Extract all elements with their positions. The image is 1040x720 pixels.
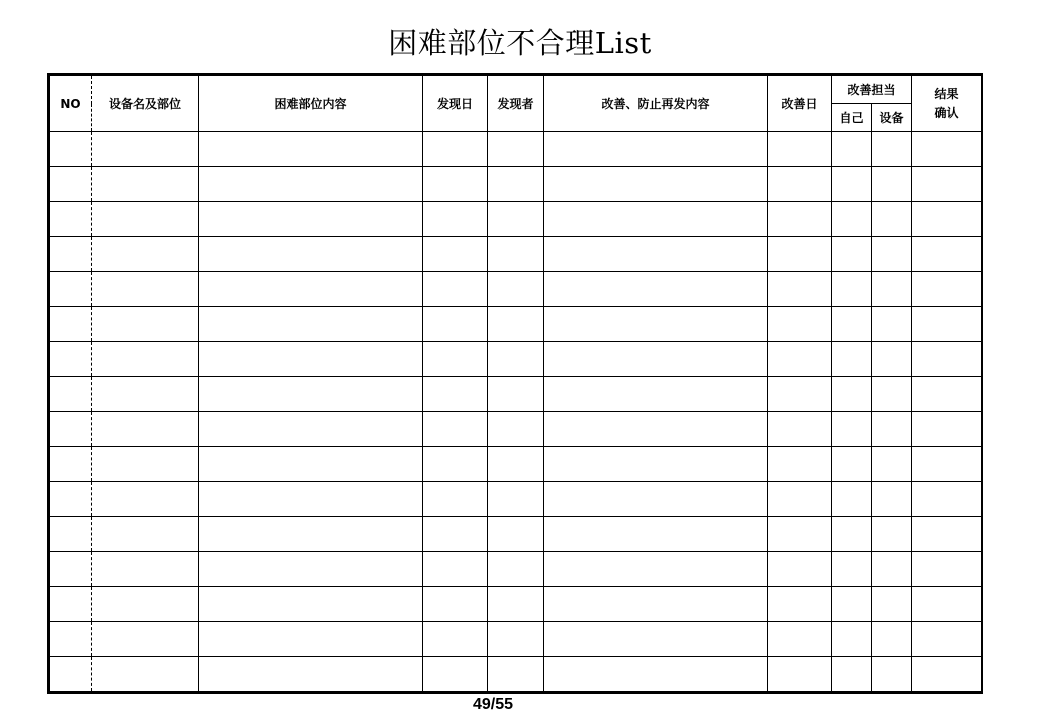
cell-owner-self[interactable] xyxy=(832,657,872,692)
table-row xyxy=(50,167,982,202)
header-improve-date: 改善日 xyxy=(768,76,832,132)
cell-finder[interactable] xyxy=(488,307,544,342)
cell-no[interactable] xyxy=(50,552,92,587)
cell-owner-self[interactable] xyxy=(832,587,872,622)
cell-found-date[interactable] xyxy=(423,447,488,482)
cell-owner-equipment[interactable] xyxy=(872,237,912,272)
cell-no[interactable] xyxy=(50,482,92,517)
cell-finder[interactable] xyxy=(488,482,544,517)
table-row xyxy=(50,377,982,412)
cell-equipment[interactable] xyxy=(92,132,199,167)
cell-result[interactable] xyxy=(912,342,982,377)
cell-content[interactable] xyxy=(199,482,423,517)
cell-owner-self[interactable] xyxy=(832,132,872,167)
cell-improve-date[interactable] xyxy=(768,272,832,307)
cell-measures[interactable] xyxy=(544,412,768,447)
cell-no[interactable] xyxy=(50,342,92,377)
cell-owner-self[interactable] xyxy=(832,412,872,447)
cell-measures[interactable] xyxy=(544,517,768,552)
table-row xyxy=(50,272,982,307)
cell-equipment[interactable] xyxy=(92,202,199,237)
cell-equipment[interactable] xyxy=(92,517,199,552)
cell-owner-self[interactable] xyxy=(832,447,872,482)
cell-equipment[interactable] xyxy=(92,342,199,377)
cell-measures[interactable] xyxy=(544,272,768,307)
cell-no[interactable] xyxy=(50,132,92,167)
cell-improve-date[interactable] xyxy=(768,552,832,587)
cell-owner-equipment[interactable] xyxy=(872,412,912,447)
cell-improve-date[interactable] xyxy=(768,657,832,692)
header-difficult-content: 困难部位内容 xyxy=(199,76,423,132)
cell-improve-date[interactable] xyxy=(768,202,832,237)
cell-improve-date[interactable] xyxy=(768,167,832,202)
table-row xyxy=(50,132,982,167)
cell-owner-equipment[interactable] xyxy=(872,482,912,517)
cell-equipment[interactable] xyxy=(92,552,199,587)
cell-improve-date[interactable] xyxy=(768,517,832,552)
cell-measures[interactable] xyxy=(544,202,768,237)
cell-content[interactable] xyxy=(199,622,423,657)
cell-equipment[interactable] xyxy=(92,377,199,412)
cell-owner-equipment[interactable] xyxy=(872,587,912,622)
cell-finder[interactable] xyxy=(488,237,544,272)
cell-result[interactable] xyxy=(912,552,982,587)
cell-found-date[interactable] xyxy=(423,202,488,237)
header-equipment: 设备名及部位 xyxy=(92,76,199,132)
header-measures: 改善、防止再发内容 xyxy=(544,76,768,132)
cell-no[interactable] xyxy=(50,587,92,622)
cell-improve-date[interactable] xyxy=(768,482,832,517)
cell-improve-date[interactable] xyxy=(768,132,832,167)
cell-improve-date[interactable] xyxy=(768,342,832,377)
cell-found-date[interactable] xyxy=(423,552,488,587)
table-row xyxy=(50,657,982,692)
cell-result[interactable] xyxy=(912,237,982,272)
header-no: NO xyxy=(50,76,92,132)
cell-no[interactable] xyxy=(50,517,92,552)
cell-found-date[interactable] xyxy=(423,482,488,517)
cell-found-date[interactable] xyxy=(423,272,488,307)
cell-finder[interactable] xyxy=(488,342,544,377)
cell-found-date[interactable] xyxy=(423,657,488,692)
cell-owner-self[interactable] xyxy=(832,202,872,237)
cell-owner-self[interactable] xyxy=(832,237,872,272)
cell-found-date[interactable] xyxy=(423,377,488,412)
table-row xyxy=(50,517,982,552)
cell-content[interactable] xyxy=(199,657,423,692)
cell-measures[interactable] xyxy=(544,657,768,692)
cell-result[interactable] xyxy=(912,657,982,692)
cell-no[interactable] xyxy=(50,412,92,447)
header-found-date: 发现日 xyxy=(423,76,488,132)
cell-owner-self[interactable] xyxy=(832,167,872,202)
cell-improve-date[interactable] xyxy=(768,237,832,272)
cell-owner-equipment[interactable] xyxy=(872,167,912,202)
cell-owner-self[interactable] xyxy=(832,342,872,377)
cell-found-date[interactable] xyxy=(423,342,488,377)
cell-improve-date[interactable] xyxy=(768,377,832,412)
header-result-confirm xyxy=(912,76,982,132)
cell-found-date[interactable] xyxy=(423,622,488,657)
cell-measures[interactable] xyxy=(544,132,768,167)
cell-finder[interactable] xyxy=(488,552,544,587)
cell-finder[interactable] xyxy=(488,412,544,447)
cell-owner-equipment[interactable] xyxy=(872,517,912,552)
cell-no[interactable] xyxy=(50,377,92,412)
cell-improve-date[interactable] xyxy=(768,307,832,342)
cell-finder[interactable] xyxy=(488,447,544,482)
cell-result[interactable] xyxy=(912,132,982,167)
table-row xyxy=(50,552,982,587)
cell-finder[interactable] xyxy=(488,517,544,552)
cell-measures[interactable] xyxy=(544,377,768,412)
cell-owner-equipment[interactable] xyxy=(872,552,912,587)
cell-owner-equipment[interactable] xyxy=(872,447,912,482)
cell-owner-self[interactable] xyxy=(832,377,872,412)
header-result-line2: 确认 xyxy=(934,105,959,120)
cell-owner-equipment[interactable] xyxy=(872,202,912,237)
cell-owner-equipment[interactable] xyxy=(872,132,912,167)
cell-measures[interactable] xyxy=(544,342,768,377)
table-row xyxy=(50,482,982,517)
table-row xyxy=(50,587,982,622)
cell-owner-equipment[interactable] xyxy=(872,622,912,657)
cell-content[interactable] xyxy=(199,272,423,307)
cell-improve-date[interactable] xyxy=(768,447,832,482)
cell-no[interactable] xyxy=(50,237,92,272)
difficult-spots-table xyxy=(49,75,982,692)
cell-content[interactable] xyxy=(199,132,423,167)
cell-content[interactable] xyxy=(199,447,423,482)
cell-equipment[interactable] xyxy=(92,167,199,202)
cell-no[interactable] xyxy=(50,272,92,307)
cell-content[interactable] xyxy=(199,202,423,237)
cell-equipment[interactable] xyxy=(92,622,199,657)
cell-result[interactable] xyxy=(912,447,982,482)
cell-finder[interactable] xyxy=(488,622,544,657)
cell-content[interactable] xyxy=(199,307,423,342)
cell-content[interactable] xyxy=(199,342,423,377)
cell-found-date[interactable] xyxy=(423,132,488,167)
page-number: 49/55 xyxy=(472,696,514,713)
cell-content[interactable] xyxy=(199,377,423,412)
cell-result[interactable] xyxy=(912,412,982,447)
cell-result[interactable] xyxy=(912,482,982,517)
table-row xyxy=(50,202,982,237)
cell-found-date[interactable] xyxy=(423,517,488,552)
header-finder: 发现者 xyxy=(488,76,544,132)
header-owner-equipment: 设备 xyxy=(872,104,912,132)
cell-found-date[interactable] xyxy=(423,412,488,447)
cell-owner-equipment[interactable] xyxy=(872,377,912,412)
cell-measures[interactable] xyxy=(544,167,768,202)
cell-measures[interactable] xyxy=(544,482,768,517)
cell-equipment[interactable] xyxy=(92,307,199,342)
cell-equipment[interactable] xyxy=(92,412,199,447)
table-row xyxy=(50,307,982,342)
cell-owner-self[interactable] xyxy=(832,552,872,587)
cell-content[interactable] xyxy=(199,412,423,447)
cell-result[interactable] xyxy=(912,167,982,202)
cell-finder[interactable] xyxy=(488,167,544,202)
cell-owner-equipment[interactable] xyxy=(872,657,912,692)
table-row xyxy=(50,447,982,482)
cell-equipment[interactable] xyxy=(92,657,199,692)
cell-measures[interactable] xyxy=(544,307,768,342)
cell-found-date[interactable] xyxy=(423,167,488,202)
header-owner: 改善担当 xyxy=(832,76,912,104)
cell-finder[interactable] xyxy=(488,377,544,412)
cell-no[interactable] xyxy=(50,167,92,202)
header-owner-self: 自己 xyxy=(832,104,872,132)
cell-no[interactable] xyxy=(50,447,92,482)
page-title: 困难部位不合理List xyxy=(388,26,652,60)
cell-result[interactable] xyxy=(912,587,982,622)
table-row xyxy=(50,412,982,447)
cell-improve-date[interactable] xyxy=(768,587,832,622)
cell-improve-date[interactable] xyxy=(768,622,832,657)
table-row xyxy=(50,342,982,377)
cell-result[interactable] xyxy=(912,272,982,307)
cell-equipment[interactable] xyxy=(92,482,199,517)
table-row xyxy=(50,622,982,657)
cell-owner-equipment[interactable] xyxy=(872,307,912,342)
cell-finder[interactable] xyxy=(488,202,544,237)
cell-measures[interactable] xyxy=(544,447,768,482)
cell-owner-self[interactable] xyxy=(832,272,872,307)
cell-content[interactable] xyxy=(199,517,423,552)
cell-measures[interactable] xyxy=(544,622,768,657)
cell-result[interactable] xyxy=(912,377,982,412)
cell-found-date[interactable] xyxy=(423,237,488,272)
cell-owner-equipment[interactable] xyxy=(872,342,912,377)
cell-content[interactable] xyxy=(199,552,423,587)
cell-result[interactable] xyxy=(912,307,982,342)
cell-finder[interactable] xyxy=(488,272,544,307)
cell-content[interactable] xyxy=(199,237,423,272)
cell-result[interactable] xyxy=(912,202,982,237)
cell-result[interactable] xyxy=(912,517,982,552)
cell-owner-self[interactable] xyxy=(832,307,872,342)
cell-result[interactable] xyxy=(912,622,982,657)
cell-finder[interactable] xyxy=(488,587,544,622)
cell-no[interactable] xyxy=(50,202,92,237)
cell-equipment[interactable] xyxy=(92,587,199,622)
cell-owner-equipment[interactable] xyxy=(872,272,912,307)
cell-content[interactable] xyxy=(199,587,423,622)
cell-equipment[interactable] xyxy=(92,272,199,307)
cell-finder[interactable] xyxy=(488,132,544,167)
cell-owner-self[interactable] xyxy=(832,517,872,552)
cell-improve-date[interactable] xyxy=(768,412,832,447)
header-result-line1: 结果 xyxy=(934,86,959,101)
table-body xyxy=(50,132,982,692)
cell-finder[interactable] xyxy=(488,657,544,692)
cell-owner-self[interactable] xyxy=(832,482,872,517)
cell-found-date[interactable] xyxy=(423,587,488,622)
cell-owner-self[interactable] xyxy=(832,622,872,657)
table-row xyxy=(50,237,982,272)
cell-no[interactable] xyxy=(50,657,92,692)
cell-equipment[interactable] xyxy=(92,447,199,482)
cell-no[interactable] xyxy=(50,307,92,342)
cell-equipment[interactable] xyxy=(92,237,199,272)
cell-found-date[interactable] xyxy=(423,307,488,342)
cell-measures[interactable] xyxy=(544,587,768,622)
cell-content[interactable] xyxy=(199,167,423,202)
cell-measures[interactable] xyxy=(544,237,768,272)
cell-measures[interactable] xyxy=(544,552,768,587)
cell-no[interactable] xyxy=(50,622,92,657)
difficult-spots-form xyxy=(47,73,983,694)
